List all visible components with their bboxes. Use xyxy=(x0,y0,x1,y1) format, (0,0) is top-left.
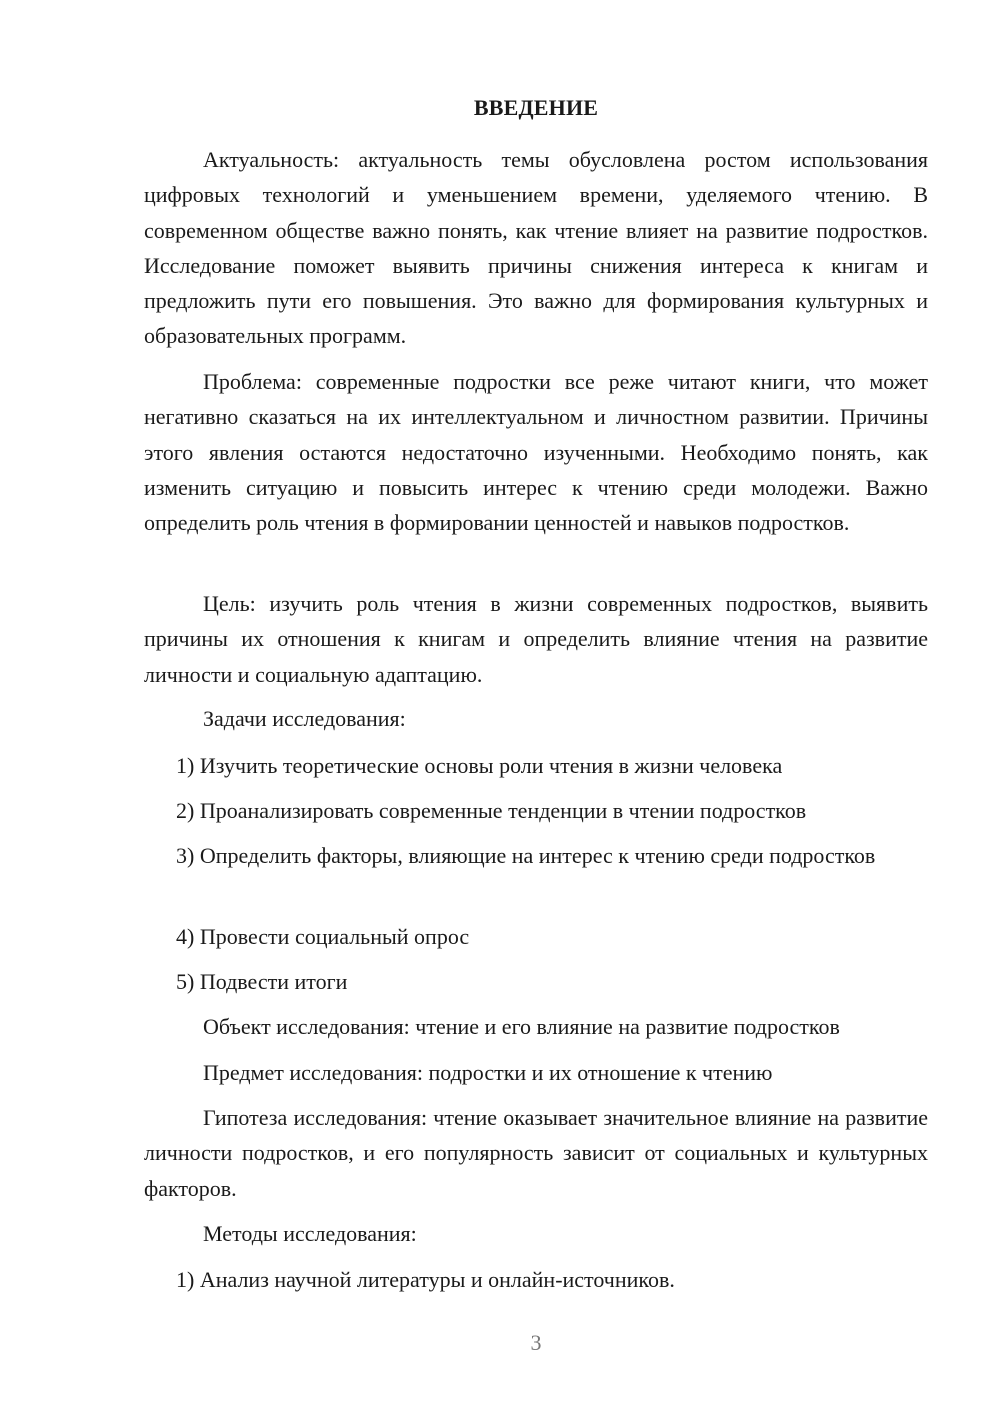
page-title: ВВЕДЕНИЕ xyxy=(473,95,599,120)
hypothesis-paragraph: Гипотеза исследования: чтение оказывает значительное влияние на развитие личности подростков, и его популярность зависит от социальных и культурных факторов. xyxy=(144,1105,928,1201)
tasks-heading: Задачи исследования: xyxy=(203,706,406,731)
problem-paragraph: Проблема: современные подростки все реже читают книги, что может негативно сказаться на их интеллектуальном и личностном развитии. Причины этого явления остаются недостаточно изученными. Необходимо понять, как изменить ситуацию и повысить интерес к чтению среди молодежи. Важно определить роль чтения в формировании ценностей и навыков подростков. xyxy=(144,369,928,536)
goal-paragraph: Цель: изучить роль чтения в жизни современных подростков, выявить причины их отношения к книгам и определить влияние чтения на развитие личности и социальную адаптацию. xyxy=(144,591,928,687)
task-item-2: 2) Проанализировать современные тенденции в чтении подростков xyxy=(176,798,807,823)
task-item-5: 5) Подвести итоги xyxy=(176,969,348,994)
task-item-1: 1) Изучить теоретические основы роли чтения в жизни человека xyxy=(176,753,783,778)
relevance-paragraph: Актуальность: актуальность темы обусловлена ростом использования цифровых технологий и уменьшением времени, уделяемого чтению. В современном обществе важно понять, как чтение влияет на развитие подростков. Исследование поможет выявить причины снижения интереса к книгам и предложить пути его повышения. Это важно для формирования культурных и образовательных программ. xyxy=(144,147,928,349)
methods-heading: Методы исследования: xyxy=(203,1221,417,1246)
object-line: Объект исследования: чтение и его влияние на развитие подростков xyxy=(203,1014,840,1039)
method-item-1: 1) Анализ научной литературы и онлайн-источников. xyxy=(176,1267,675,1292)
subject-line: Предмет исследования: подростки и их отношение к чтению xyxy=(203,1060,773,1085)
page-number: 3 xyxy=(530,1330,542,1355)
task-item-4: 4) Провести социальный опрос xyxy=(176,924,470,949)
task-item-3: 3) Определить факторы, влияющие на интерес к чтению среди подростков xyxy=(176,843,876,868)
